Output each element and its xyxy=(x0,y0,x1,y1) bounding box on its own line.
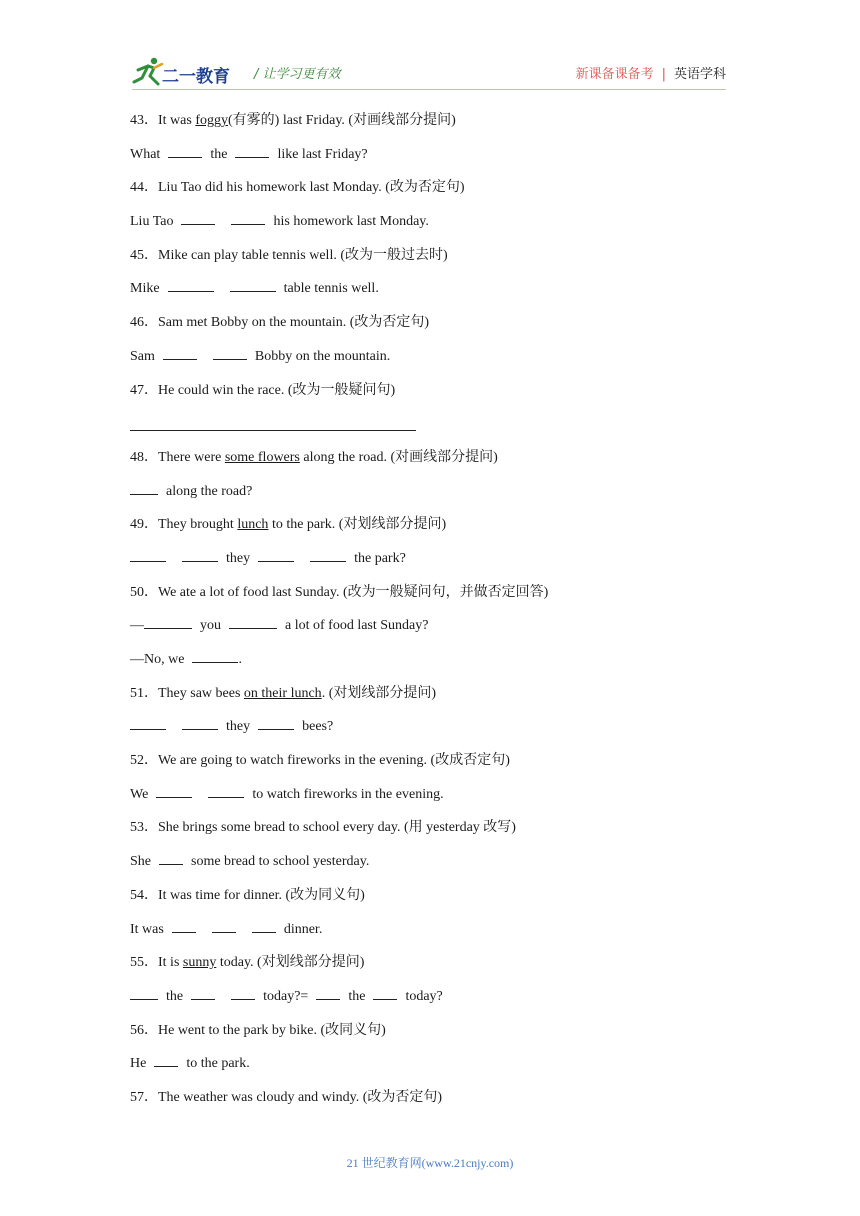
a48-text-1: along the road? xyxy=(166,483,253,499)
answer-54 xyxy=(130,918,730,952)
a54-text-2: dinner. xyxy=(283,921,323,937)
page-footer: 21 世纪教育网(www.21cnjy.com) xyxy=(346,1156,514,1170)
answer-blank[interactable] xyxy=(181,212,215,225)
a50b-period: . xyxy=(238,652,242,667)
a52-text-1: We xyxy=(130,786,149,802)
answer-50b xyxy=(130,648,730,682)
answer-blank[interactable] xyxy=(130,717,166,730)
question-53: 53．She brings some bread to school every day. (用 yesterday 改写) xyxy=(130,820,516,836)
q49-post: to the park. (对划线部分提问) xyxy=(268,517,447,533)
answer-blank[interactable] xyxy=(130,987,158,1000)
answer-51 xyxy=(130,715,730,749)
a55-text-3: the xyxy=(348,988,366,1004)
answer-blank[interactable] xyxy=(192,650,238,663)
answer-blank[interactable] xyxy=(373,987,397,1000)
question-56: 56．He went to the park by bike. (改同义句) xyxy=(130,1022,386,1038)
answer-blank[interactable] xyxy=(212,920,236,933)
answer-blank[interactable] xyxy=(156,785,192,798)
q49-underlined: lunch xyxy=(237,517,269,533)
answer-blank[interactable] xyxy=(168,145,202,158)
q43-underlined: foggy xyxy=(195,113,228,128)
answer-blank[interactable] xyxy=(213,347,247,360)
q51-underlined: on their lunch xyxy=(243,685,322,701)
a56-text-2: to the park. xyxy=(186,1056,250,1072)
a50a-dash: — xyxy=(130,618,144,634)
answer-blank[interactable] xyxy=(208,785,244,798)
answer-blank[interactable] xyxy=(235,145,269,158)
a51-text-1: they xyxy=(226,719,251,735)
runner-logo-icon xyxy=(132,56,166,88)
answer-long-line[interactable] xyxy=(130,412,416,431)
a49-text-1: they xyxy=(226,550,251,566)
logo-text: 二一教育 xyxy=(162,67,230,87)
question-52: 52．We are going to watch fireworks in the evening. (改成否定句) xyxy=(130,753,510,769)
answer-43 xyxy=(130,143,730,177)
a54-text-1: It was xyxy=(130,921,164,937)
answer-blank[interactable] xyxy=(130,482,158,495)
question-57: 57．The weather was cloudy and windy. (改为否定句) xyxy=(130,1089,443,1105)
header-course-label: 新课备课备考 xyxy=(575,67,654,82)
q55-post: today. (对划线部分提问) xyxy=(216,955,365,971)
a46-text-1: Sam xyxy=(130,348,155,364)
answer-blank[interactable] xyxy=(231,212,265,225)
q49-pre: 49．They brought xyxy=(130,517,238,533)
exercise-list xyxy=(130,109,730,1120)
answer-blank[interactable] xyxy=(310,549,346,562)
header-rule xyxy=(132,89,726,90)
answer-blank[interactable] xyxy=(163,347,197,360)
answer-47 xyxy=(130,412,730,446)
logo xyxy=(132,56,242,88)
answer-blank[interactable] xyxy=(182,717,218,730)
answer-blank[interactable] xyxy=(231,987,255,1000)
answer-blank[interactable] xyxy=(258,549,294,562)
question-47: 47．He could win the race. (改为一般疑问句) xyxy=(130,382,396,398)
page-header xyxy=(132,56,726,90)
answer-blank[interactable] xyxy=(316,987,340,1000)
answer-50a xyxy=(130,614,730,648)
answer-55 xyxy=(130,985,730,1019)
header-separator: | xyxy=(661,67,666,82)
a55-text-4: today? xyxy=(405,988,443,1004)
answer-blank[interactable] xyxy=(252,920,276,933)
question-55 xyxy=(130,951,730,985)
answer-blank[interactable] xyxy=(230,279,276,292)
question-43 xyxy=(130,109,730,143)
a53-text-1: She xyxy=(130,854,151,870)
q48-post: along the road. (对画线部分提问) xyxy=(299,449,498,465)
slogan: / 让学习更有效 xyxy=(254,67,341,82)
a56-text-1: He xyxy=(130,1056,147,1072)
answer-blank[interactable] xyxy=(191,987,215,1000)
answer-52 xyxy=(130,783,730,817)
answer-blank[interactable] xyxy=(159,852,183,865)
answer-blank[interactable] xyxy=(144,616,192,629)
header-subject-label: 英语学科 xyxy=(673,67,726,82)
answer-blank[interactable] xyxy=(182,549,218,562)
a43-text-2: the xyxy=(210,146,228,162)
q48-underlined: some flowers xyxy=(224,449,300,465)
answer-56 xyxy=(130,1052,730,1086)
question-50: 50．We ate a lot of food last Sunday. (改为一般疑问句，并做否定回答) xyxy=(130,584,549,600)
q48-pre: 48．There were xyxy=(130,449,225,465)
question-49 xyxy=(130,513,730,547)
a44-text-1: Liu Tao xyxy=(130,214,174,230)
answer-53 xyxy=(130,850,730,884)
a50a-text-2: a lot of food last Sunday? xyxy=(285,618,429,634)
a46-text-2: Bobby on the mountain. xyxy=(254,348,391,364)
answer-blank[interactable] xyxy=(154,1054,178,1067)
a50b-text-1: —No, we xyxy=(130,652,185,667)
answer-blank[interactable] xyxy=(258,717,294,730)
q55-pre: 55．It is xyxy=(130,955,183,971)
answer-blank[interactable] xyxy=(172,920,196,933)
q43-pre: 43．It was xyxy=(130,113,196,128)
header-right xyxy=(576,63,726,82)
a44-text-2: his homework last Monday. xyxy=(273,214,429,230)
answer-blank[interactable] xyxy=(168,279,214,292)
answer-44 xyxy=(130,210,730,244)
a50a-text-1: you xyxy=(200,618,221,634)
a43-text-3: like last Friday? xyxy=(277,146,368,162)
a53-text-2: some bread to school yesterday. xyxy=(191,854,370,870)
answer-blank[interactable] xyxy=(130,549,166,562)
a52-text-2: to watch fireworks in the evening. xyxy=(252,786,444,802)
a49-text-2: the park? xyxy=(354,550,406,566)
a55-text-1: the xyxy=(166,988,184,1004)
a43-text-1: What xyxy=(130,146,161,162)
answer-48 xyxy=(130,480,730,514)
question-54: 54．It was time for dinner. (改为同义句) xyxy=(130,887,365,903)
a45-text-1: Mike xyxy=(130,281,160,297)
q55-underlined: sunny xyxy=(182,955,217,971)
q51-pre: 51．They saw bees xyxy=(130,685,244,701)
q43-post: (有雾的) last Friday. (对画线部分提问) xyxy=(228,113,456,128)
question-44: 44．Liu Tao did his homework last Monday. (改为否定句) xyxy=(130,180,465,196)
answer-46 xyxy=(130,345,730,379)
answer-blank[interactable] xyxy=(229,616,277,629)
question-51 xyxy=(130,682,730,716)
q51-post: . (对划线部分提问) xyxy=(321,685,437,701)
question-48 xyxy=(130,446,730,480)
a51-text-2: bees? xyxy=(302,719,334,735)
question-46: 46．Sam met Bobby on the mountain. (改为否定句) xyxy=(130,315,430,331)
a45-text-2: table tennis well. xyxy=(283,281,379,297)
answer-49 xyxy=(130,547,730,581)
question-45: 45．Mike can play table tennis well. (改为一般过去时) xyxy=(130,247,448,263)
answer-45 xyxy=(130,277,730,311)
a55-text-2: today?= xyxy=(263,988,309,1004)
